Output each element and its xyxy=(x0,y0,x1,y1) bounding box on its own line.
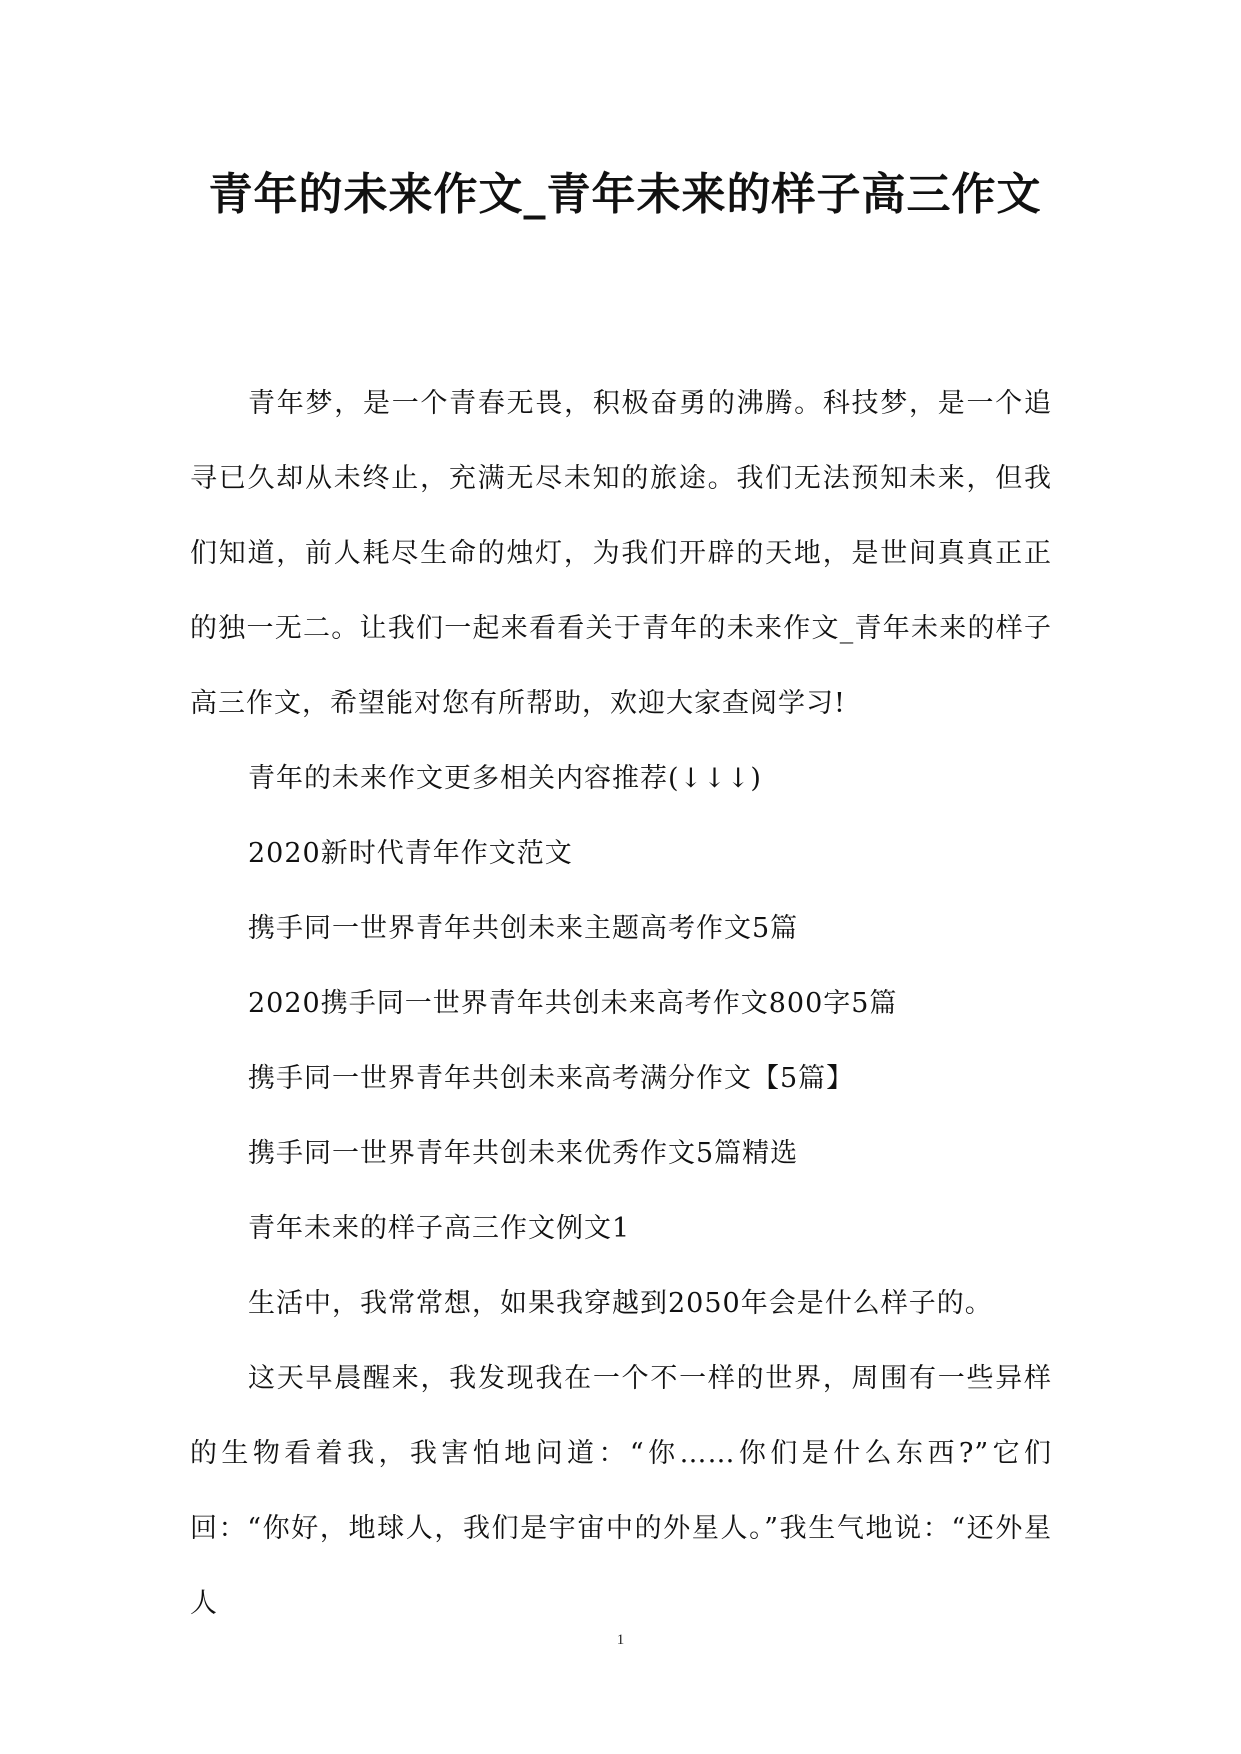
related-link[interactable]: 携手同一世界青年共创未来高考满分作文【5篇】 xyxy=(248,1063,855,1094)
related-link[interactable]: 2020新时代青年作文范文 xyxy=(248,838,573,869)
body-paragraph: 生活中，我常常想，如果我穿越到2050年会是什么样子的。 xyxy=(248,1288,993,1319)
related-link[interactable]: 携手同一世界青年共创未来优秀作文5篇精选 xyxy=(248,1138,799,1169)
related-link[interactable]: 携手同一世界青年共创未来主题高考作文5篇 xyxy=(248,913,799,944)
document-body xyxy=(190,366,1052,1641)
intro-paragraph: 青年梦，是一个青春无畏，积极奋勇的沸腾。科技梦，是一个追寻已久却从未终止，充满无尽未知的旅途。我们无法预知未来，但我们知道，前人耗尽生命的烛灯，为我们开辟的天地，是世间真真正正的独一无二。让我们一起来看看关于青年的未来作文_青年未来的样子高三作文，希望能对您有所帮助，欢迎大家查阅学习! xyxy=(190,388,1052,719)
recommend-heading: 青年的未来作文更多相关内容推荐(↓↓↓) xyxy=(248,763,762,794)
document-title: 青年的未来作文_青年未来的样子高三作文 xyxy=(208,169,1042,220)
related-link[interactable]: 2020携手同一世界青年共创未来高考作文800字5篇 xyxy=(248,988,898,1019)
example-heading: 青年未来的样子高三作文例文1 xyxy=(248,1213,631,1244)
page-number: 1 xyxy=(616,1632,625,1648)
body-paragraph: 这天早晨醒来，我发现我在一个不一样的世界，周围有一些异样的生物看着我，我害怕地问道：“你……你们是什么东西?”它们回：“你好，地球人，我们是宇宙中的外星人。”我生气地说：“还外星人 xyxy=(190,1363,1052,1619)
